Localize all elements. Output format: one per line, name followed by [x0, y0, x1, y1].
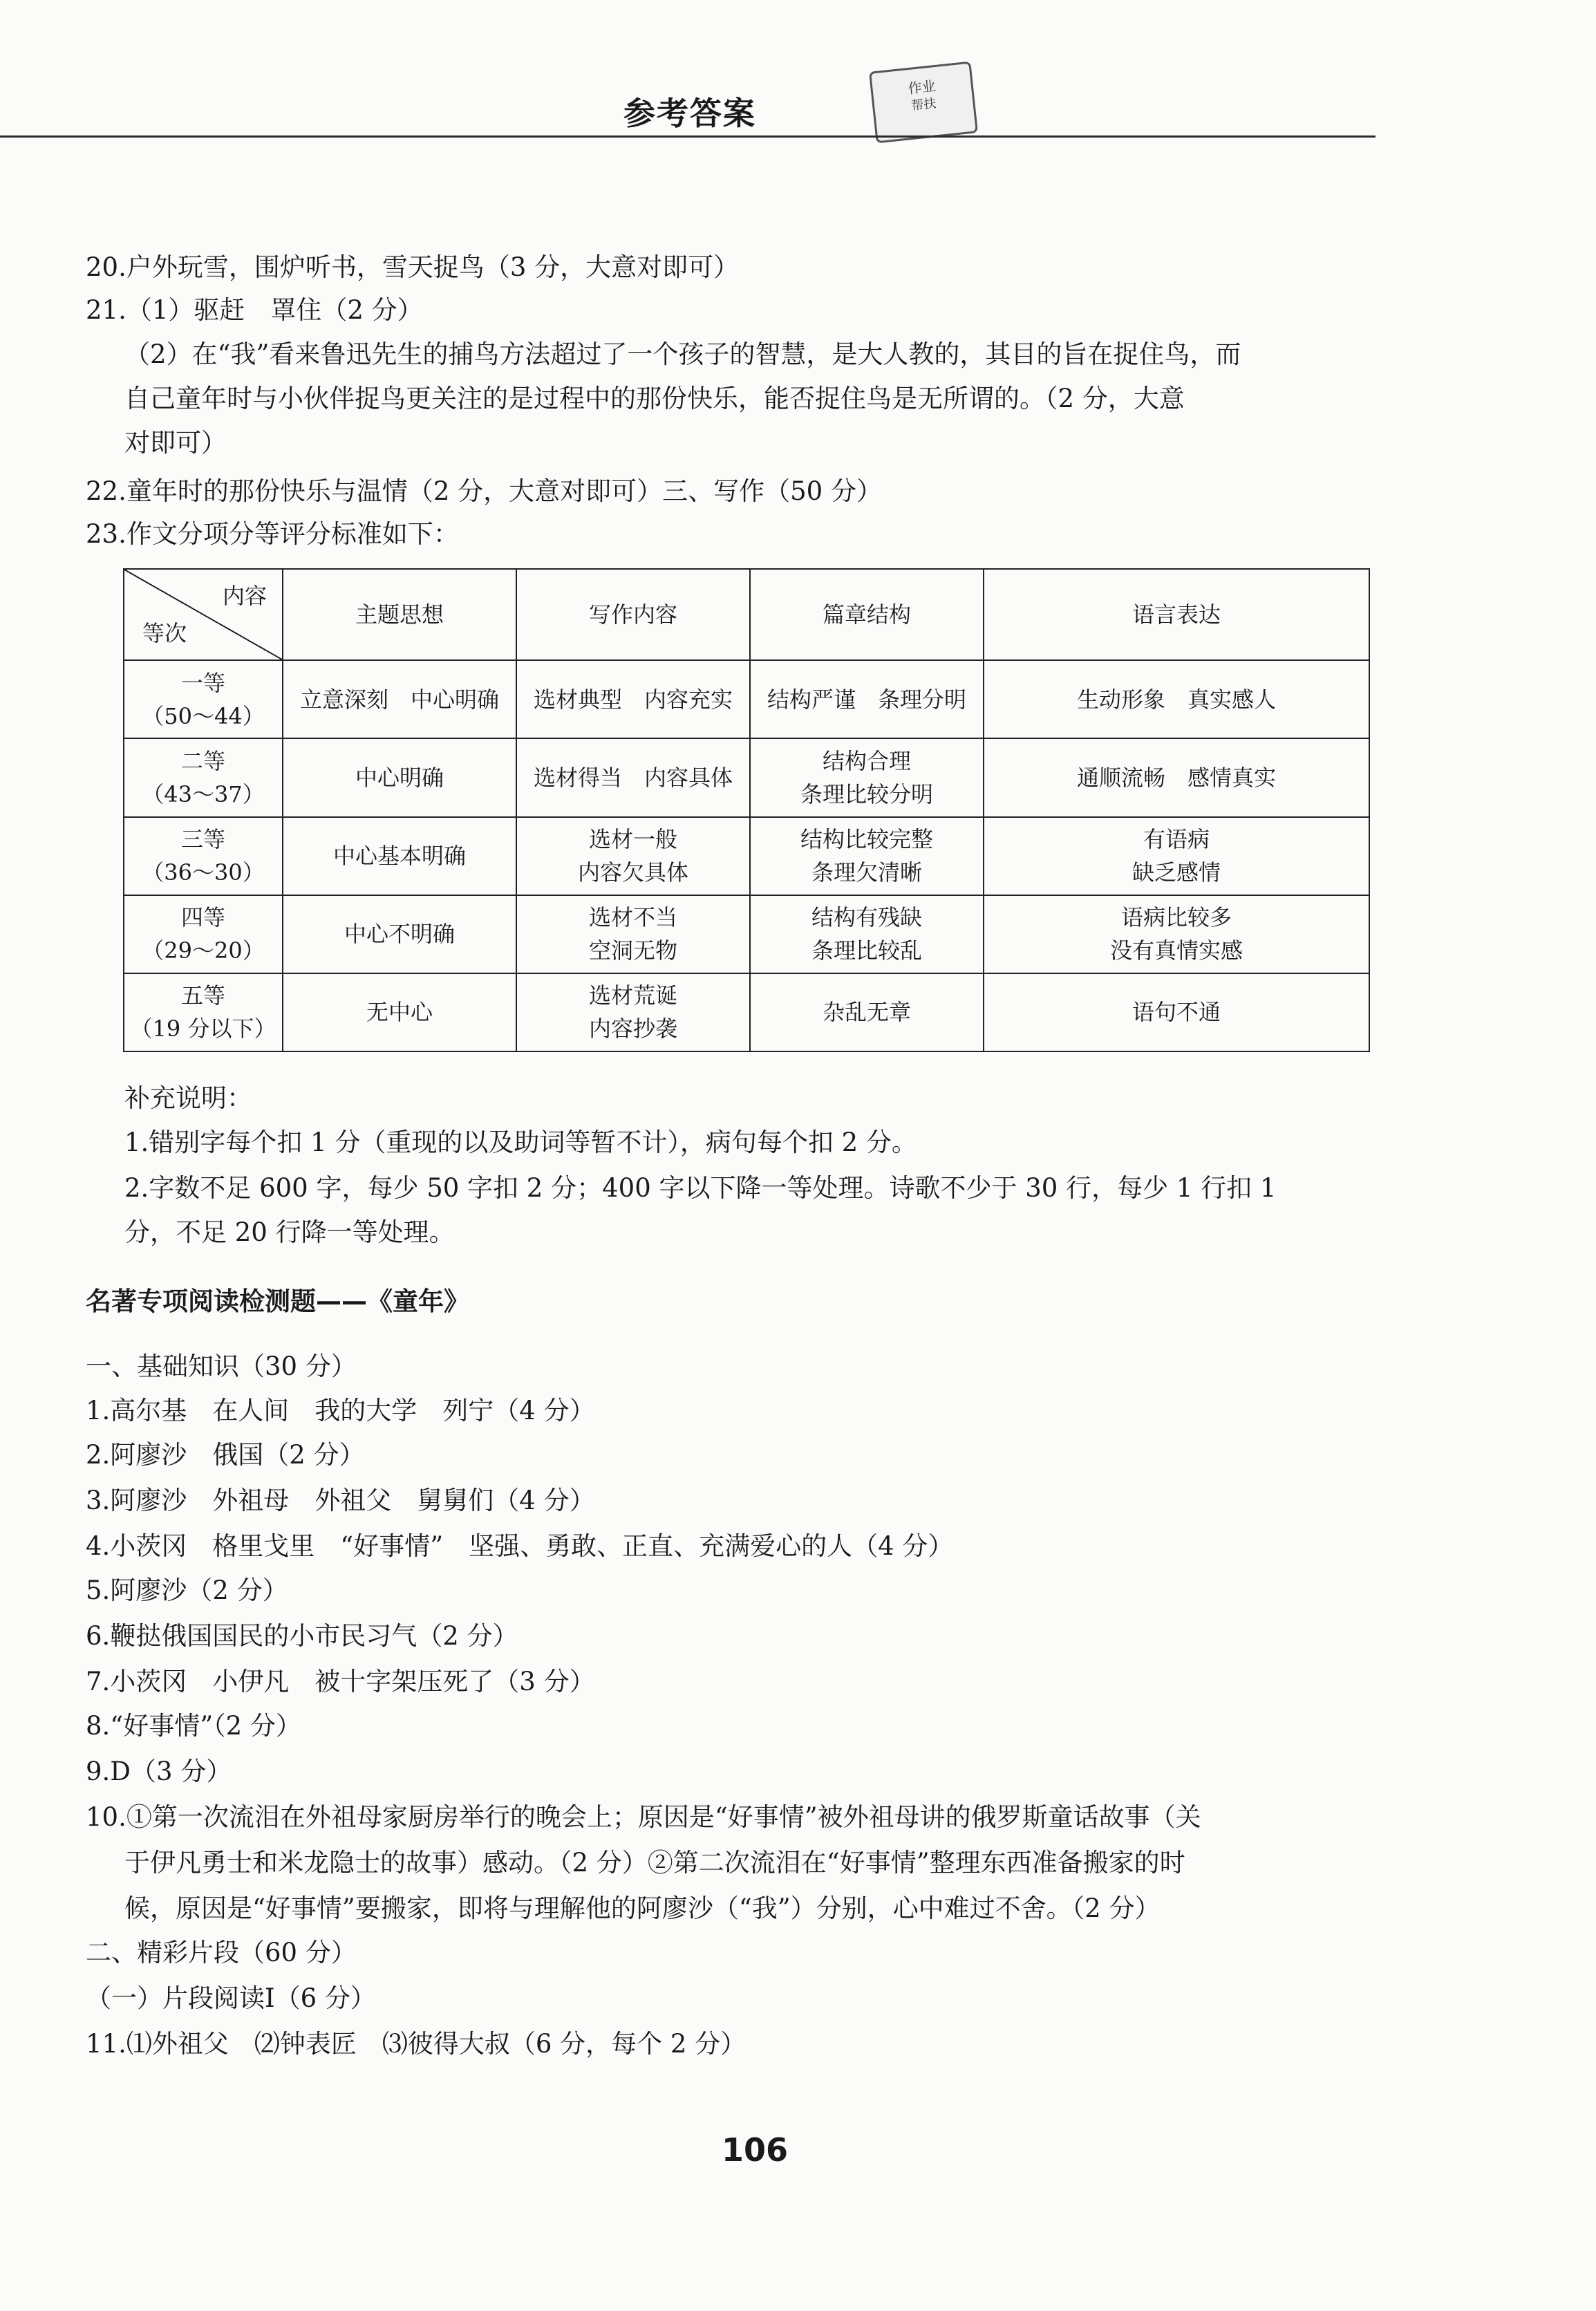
- grade-cell: [124, 895, 283, 973]
- section-heading: 名著专项阅读检测题——《童年》: [86, 1287, 469, 1316]
- theme-cell: [283, 738, 516, 816]
- table-row: [124, 817, 1369, 895]
- answer-line: 2.阿廖沙 俄国（2 分）: [86, 1440, 365, 1470]
- cell-text: 选材一般: [588, 826, 677, 853]
- answer-line: 7.小茨冈 小伊凡 被十字架压死了（3 分）: [86, 1667, 595, 1696]
- grade-label: 五等: [180, 982, 225, 1009]
- supplement-line: 1.错别字每个扣 1 分（重现的以及助词等暂不计），病句每个扣 2 分。: [124, 1128, 917, 1157]
- grade-cell: [124, 738, 283, 816]
- content-cell: [516, 973, 750, 1051]
- answer-line: 候，原因是“好事情”要搬家，即将与理解他的阿廖沙（“我”）分别，心中难过不舍。（2 分）: [124, 1893, 1161, 1923]
- cell-text: 语句不通: [1132, 999, 1221, 1026]
- table-header-row: [124, 569, 1369, 660]
- grade-label: 三等: [180, 826, 225, 853]
- essay-grading-table: [123, 568, 1370, 1052]
- cell-text: 缺乏感情: [1132, 859, 1221, 886]
- structure-cell: [750, 895, 984, 973]
- cell-text: 条理比较乱: [811, 937, 922, 964]
- answer-line: 对即可）: [124, 428, 227, 458]
- column-header: 写作内容: [516, 569, 750, 660]
- cell-text: 无中心: [366, 999, 433, 1026]
- header-divider: [0, 135, 1376, 138]
- answer-line: （2）在“我”看来鲁迅先生的捕鸟方法超过了一个孩子的智慧，是大人教的，其目的旨在捉住鸟，而: [124, 339, 1241, 369]
- cell-text: 条理比较分明: [800, 780, 933, 807]
- answer-line: 6.鞭挞俄国国民的小市民习气（2 分）: [86, 1621, 518, 1651]
- table-corner-cell: [124, 569, 283, 660]
- cell-text: 结构比较完整: [800, 826, 933, 853]
- cell-text: 选材得当 内容具体: [533, 764, 733, 791]
- theme-cell: [283, 660, 516, 738]
- homework-stamp: [869, 62, 978, 144]
- answer-line: 自己童年时与小伙伴捉鸟更关注的是过程中的那份快乐，能否捉住鸟是无所谓的。（2 分，大意: [124, 384, 1185, 413]
- content-cell: [516, 738, 750, 816]
- structure-cell: [750, 738, 984, 816]
- supplement-line: 分，不足 20 行降一等处理。: [124, 1217, 455, 1247]
- theme-cell: [283, 895, 516, 973]
- cell-text: 语病比较多: [1120, 904, 1232, 931]
- cell-text: 选材荒诞: [588, 982, 677, 1009]
- answer-line: 10.①第一次流泪在外祖母家厨房举行的晚会上；原因是“好事情”被外祖母讲的俄罗斯童话故事（关: [86, 1802, 1201, 1832]
- cell-text: 通顺流畅 感情真实: [1076, 764, 1276, 791]
- answer-line: 于伊凡勇士和米龙隐士的故事）感动。（2 分）②第二次流泪在“好事情”整理东西准备搬家的时: [124, 1848, 1185, 1878]
- table-row: [124, 738, 1369, 816]
- language-cell: [984, 738, 1369, 816]
- language-cell: [984, 817, 1369, 895]
- stamp-text-line2: 帮扶: [910, 96, 937, 113]
- table-row: [124, 973, 1369, 1051]
- answer-line: 23.作文分项分等评分标准如下：: [86, 519, 459, 549]
- grade-range: （50～44）: [142, 702, 265, 729]
- cell-text: 生动形象 真实感人: [1076, 686, 1276, 713]
- cell-text: 选材不当: [588, 904, 677, 931]
- cell-text: 内容欠具体: [577, 859, 688, 886]
- answer-line: 1.高尔基 在人间 我的大学 列宁（4 分）: [86, 1396, 595, 1425]
- answer-line: 8.“好事情”（2 分）: [86, 1711, 301, 1741]
- cell-text: 选材典型 内容充实: [533, 686, 733, 713]
- content-cell: [516, 660, 750, 738]
- cell-text: 中心不明确: [344, 921, 455, 948]
- column-header: 主题思想: [283, 569, 516, 660]
- cell-text: 结构有残缺: [811, 904, 922, 931]
- page-number: 106: [722, 2131, 789, 2169]
- grade-range: （19 分以下）: [130, 1016, 276, 1042]
- cell-text: 结构合理: [822, 747, 911, 774]
- answer-line: 3.阿廖沙 外祖母 外祖父 舅舅们（4 分）: [86, 1486, 595, 1515]
- answer-line: 9.D（3 分）: [86, 1757, 232, 1786]
- cell-text: 有语病: [1143, 826, 1210, 853]
- language-cell: [984, 660, 1369, 738]
- theme-cell: [283, 817, 516, 895]
- structure-cell: [750, 817, 984, 895]
- column-header: 篇章结构: [750, 569, 984, 660]
- grade-label: 一等: [180, 669, 225, 696]
- cell-text: 条理欠清晰: [811, 859, 922, 886]
- grade-cell: [124, 660, 283, 738]
- language-cell: [984, 973, 1369, 1051]
- grade-cell: [124, 817, 283, 895]
- corner-label-content: 内容: [222, 583, 267, 609]
- cell-text: 立意深刻 中心明确: [299, 686, 499, 713]
- answer-line: 11.⑴外祖父 ⑵钟表匠 ⑶彼得大叔（6 分，每个 2 分）: [86, 2029, 747, 2059]
- cell-text: 中心基本明确: [332, 843, 466, 870]
- structure-cell: [750, 660, 984, 738]
- answer-line: 二、精彩片段（60 分）: [86, 1938, 357, 1967]
- supplement-line: 2.字数不足 600 字，每少 50 字扣 2 分；400 字以下降一等处理。诗歌不少于 30 行，每少 1 行扣 1: [124, 1173, 1277, 1203]
- grade-label: 二等: [180, 747, 225, 774]
- content-cell: [516, 895, 750, 973]
- column-header: 语言表达: [984, 569, 1369, 660]
- cell-text: 空洞无物: [588, 937, 677, 964]
- grade-cell: [124, 973, 283, 1051]
- answer-line: 20.户外玩雪，围炉听书，雪天捉鸟（3 分，大意对即可）: [86, 252, 740, 282]
- answer-line: 4.小茨冈 格里戈里 “好事情” 坚强、勇敢、正直、充满爱心的人（4 分）: [86, 1531, 954, 1561]
- answer-line: 5.阿廖沙（2 分）: [86, 1575, 288, 1605]
- grade-range: （43～37）: [142, 780, 265, 807]
- answer-line: 一、基础知识（30 分）: [86, 1351, 357, 1381]
- structure-cell: [750, 973, 984, 1051]
- supplement-title: 补充说明：: [124, 1083, 252, 1113]
- cell-text: 结构严谨 条理分明: [767, 686, 966, 713]
- cell-text: 内容抄袭: [588, 1016, 677, 1042]
- page-header-title: 参考答案: [623, 95, 756, 132]
- answer-line: 22.童年时的那份快乐与温情（2 分，大意对即可）三、写作（50 分）: [86, 476, 882, 506]
- theme-cell: [283, 973, 516, 1051]
- answer-line: 21.（1）驱赶 罩住（2 分）: [86, 295, 423, 325]
- content-cell: [516, 817, 750, 895]
- table-row: [124, 660, 1369, 738]
- grade-range: （36～30）: [142, 859, 265, 886]
- table-row: [124, 895, 1369, 973]
- cell-text: 中心明确: [355, 764, 444, 791]
- corner-label-grade: 等次: [142, 620, 187, 647]
- language-cell: [984, 895, 1369, 973]
- grade-range: （29～20）: [142, 937, 265, 964]
- stamp-text-line1: 作业: [907, 77, 937, 97]
- grade-label: 四等: [180, 904, 225, 931]
- cell-text: 杂乱无章: [822, 999, 911, 1026]
- answer-line: （一）片段阅读Ⅰ（6 分）: [86, 1983, 376, 2013]
- cell-text: 没有真情实感: [1109, 937, 1243, 964]
